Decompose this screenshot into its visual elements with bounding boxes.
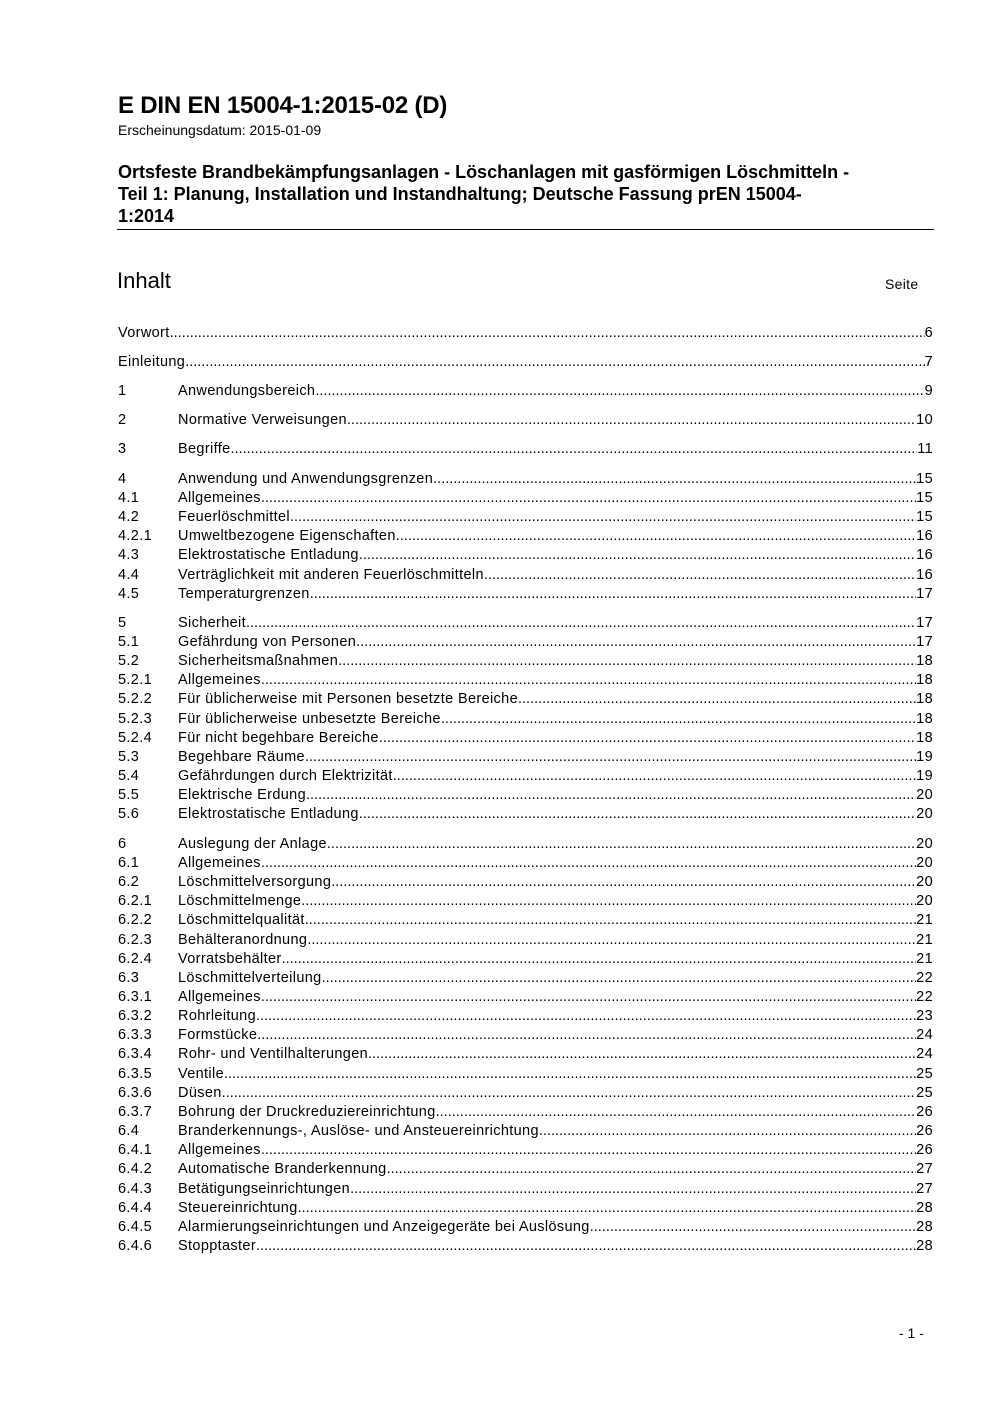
toc-entry-title: Elektrische Erdung xyxy=(178,787,306,803)
toc-entry-number: 2 xyxy=(118,412,127,428)
toc-entry[interactable] xyxy=(118,749,933,768)
toc-entry[interactable] xyxy=(118,893,933,912)
toc-entry-title: Branderkennungs-, Auslöse- und Ansteuereinrichtung xyxy=(178,1123,539,1139)
toc-entry-page: 27 xyxy=(916,1181,933,1197)
toc-entry-number: 6.4.3 xyxy=(118,1181,152,1197)
toc-entry[interactable] xyxy=(118,1142,933,1161)
toc-entry-number: 6.2 xyxy=(118,874,140,890)
toc-entry-page: 20 xyxy=(916,806,933,822)
toc-entry[interactable] xyxy=(118,1046,933,1065)
toc-entry-page: 27 xyxy=(916,1161,933,1177)
toc-entry-title: Anwendung und Anwendungsgrenzen xyxy=(178,471,434,487)
toc-entry-page: 18 xyxy=(916,730,933,746)
toc-entry-title: Für üblicherweise unbesetzte Bereiche xyxy=(178,711,441,727)
toc-entry-title: Löschmittelverteilung xyxy=(178,970,322,986)
toc-entry-number: 5 xyxy=(118,615,127,631)
toc-entry-number: 4.5 xyxy=(118,586,140,602)
toc-entry[interactable] xyxy=(118,970,933,989)
toc-entry-page: 20 xyxy=(916,874,933,890)
toc-entry-title: Löschmittelmenge xyxy=(178,893,302,909)
toc-entry-page: 22 xyxy=(916,989,933,1005)
toc-dot-leader xyxy=(261,490,916,506)
toc-dot-leader xyxy=(433,471,916,487)
toc-dot-leader xyxy=(327,836,916,852)
toc-entry-number: 6.2.4 xyxy=(118,951,152,967)
toc-entry-number: 5.5 xyxy=(118,787,140,803)
toc-entry[interactable] xyxy=(118,615,933,634)
toc-entry-page: 20 xyxy=(916,855,933,871)
toc-entry-title: Rohrleitung xyxy=(178,1008,257,1024)
toc-entry-title: Alarmierungseinrichtungen und Anzeigegeräte bei Auslösung xyxy=(178,1219,590,1235)
toc-entry-number: 4.4 xyxy=(118,567,140,583)
toc-dot-leader xyxy=(322,970,917,986)
toc-entry-page: 21 xyxy=(916,932,933,948)
toc-dot-leader xyxy=(307,932,916,948)
toc-entry-number: 4.3 xyxy=(118,547,140,563)
toc-entry-title: Stopptaster xyxy=(178,1238,257,1254)
toc-entry-title: Normative Verweisungen xyxy=(178,412,347,428)
toc-entry-title: Temperaturgrenzen xyxy=(178,586,310,602)
toc-entry-title: Formstücke xyxy=(178,1027,258,1043)
toc-entry-number: 5.4 xyxy=(118,768,140,784)
toc-entry[interactable] xyxy=(118,1104,933,1123)
toc-entry-title: Gefährdung von Personen xyxy=(178,634,357,650)
toc-entry-title: Anwendungsbereich xyxy=(178,383,316,399)
toc-dot-leader xyxy=(261,855,916,871)
toc-entry[interactable] xyxy=(118,672,933,691)
toc-entry[interactable] xyxy=(118,932,933,951)
toc-heading: Inhalt xyxy=(117,268,171,293)
toc-entry[interactable] xyxy=(118,806,933,825)
toc-entry-page: 19 xyxy=(916,768,933,784)
toc-dot-leader xyxy=(261,1142,916,1158)
toc-entry-title: Rohr- und Ventilhalterungen xyxy=(178,1046,369,1062)
toc-entry-title: Löschmittelversorgung xyxy=(178,874,332,890)
toc-entry-page: 28 xyxy=(916,1200,933,1216)
toc-entry-number: 1 xyxy=(118,383,127,399)
toc-entry-number: 6.4 xyxy=(118,1123,140,1139)
toc-entry-title: Düsen xyxy=(178,1085,222,1101)
toc-entry-number: 6.3.3 xyxy=(118,1027,152,1043)
toc-entry[interactable] xyxy=(118,1027,933,1046)
toc-entry[interactable] xyxy=(118,354,933,373)
toc-entry-number: 5.2 xyxy=(118,653,140,669)
toc-entry[interactable] xyxy=(118,509,933,528)
toc-entry-title: Allgemeines xyxy=(178,1142,261,1158)
toc-entry-number: 5.3 xyxy=(118,749,140,765)
toc-entry[interactable] xyxy=(118,787,933,806)
toc-dot-leader xyxy=(331,874,916,890)
toc-dot-leader xyxy=(518,691,916,707)
page-number: - 1 - xyxy=(899,1325,924,1341)
toc-entry-number: 6.3 xyxy=(118,970,140,986)
toc-entry-number: 5.2.2 xyxy=(118,691,152,707)
toc-entry[interactable] xyxy=(118,441,933,460)
toc-entry[interactable] xyxy=(118,1008,933,1027)
toc-entry-page: 17 xyxy=(916,634,933,650)
toc-entry[interactable] xyxy=(118,586,933,605)
toc-dot-leader xyxy=(539,1123,916,1139)
toc-entry-number: 6.3.1 xyxy=(118,989,152,1005)
toc-dot-leader xyxy=(590,1219,916,1235)
toc-entry[interactable] xyxy=(118,1085,933,1104)
toc-dot-leader xyxy=(256,1008,916,1024)
toc-dot-leader xyxy=(350,1181,916,1197)
toc-entry-page: 11 xyxy=(917,441,933,457)
toc-entry-number: 3 xyxy=(118,441,127,457)
toc-entry-title: Elektrostatische Entladung xyxy=(178,806,359,822)
toc-entry-page: 15 xyxy=(916,490,933,506)
toc-entry-page: 18 xyxy=(916,691,933,707)
toc-entry[interactable] xyxy=(118,528,933,547)
toc-entry[interactable] xyxy=(118,325,933,344)
toc-entry-title: Betätigungseinrichtungen xyxy=(178,1181,351,1197)
toc-entry-title: Vorratsbehälter xyxy=(178,951,282,967)
toc-dot-leader xyxy=(301,893,916,909)
toc-dot-leader xyxy=(222,1085,916,1101)
toc-entry-page: 28 xyxy=(916,1219,933,1235)
toc-dot-leader xyxy=(359,547,916,563)
toc-entry-number: 6.4.6 xyxy=(118,1238,152,1254)
toc-entry-title: Steuereinrichtung xyxy=(178,1200,298,1216)
toc-entry-page: 16 xyxy=(916,528,933,544)
toc-entry-number: 6.3.7 xyxy=(118,1104,152,1120)
toc-entry[interactable] xyxy=(118,730,933,749)
toc-entry-title: Auslegung der Anlage xyxy=(178,836,327,852)
toc-entry-number: 6.3.6 xyxy=(118,1085,152,1101)
toc-entry-page: 26 xyxy=(916,1123,933,1139)
toc-entry-page: 25 xyxy=(916,1085,933,1101)
toc-dot-leader xyxy=(305,912,916,928)
toc-entry[interactable] xyxy=(118,912,933,931)
toc-entry-page: 16 xyxy=(916,547,933,563)
toc-dot-leader xyxy=(436,1104,917,1120)
toc-entry-number: 4.2.1 xyxy=(118,528,152,544)
toc-entry[interactable] xyxy=(118,711,933,730)
toc-dot-leader xyxy=(246,615,916,631)
toc-entry-number: 6.2.2 xyxy=(118,912,152,928)
toc-dot-leader xyxy=(484,567,916,583)
toc-entry-page: 21 xyxy=(916,951,933,967)
toc-entry[interactable] xyxy=(118,567,933,586)
toc-dot-leader xyxy=(393,768,916,784)
title-line: Teil 1: Planung, Installation und Instandhaltung; Deutsche Fassung prEN 15004- xyxy=(118,184,802,204)
toc-entry-number: 4 xyxy=(118,471,127,487)
toc-entry-title: Automatische Branderkennung xyxy=(178,1161,387,1177)
toc-entry-title: Bohrung der Druckreduziereinrichtung xyxy=(178,1104,436,1120)
toc-dot-leader xyxy=(359,806,916,822)
toc-entry-number: 4.2 xyxy=(118,509,140,525)
toc-entry-page: 10 xyxy=(916,412,933,428)
toc-entry-page: 15 xyxy=(916,471,933,487)
toc-entry-page: 15 xyxy=(916,509,933,525)
toc-entry-page: 26 xyxy=(916,1104,933,1120)
toc-entry[interactable] xyxy=(118,634,933,653)
toc-dot-leader xyxy=(315,383,924,399)
toc-entry-number: 6.4.4 xyxy=(118,1200,152,1216)
toc-entry[interactable] xyxy=(118,547,933,566)
toc-entry-number: 6.3.2 xyxy=(118,1008,152,1024)
toc-entry-title: Allgemeines xyxy=(178,989,261,1005)
toc-entry-number: 6.2.3 xyxy=(118,932,152,948)
toc-entry[interactable] xyxy=(118,768,933,787)
toc-entry-page: 20 xyxy=(916,787,933,803)
toc-dot-leader xyxy=(305,749,916,765)
toc-entry[interactable] xyxy=(118,1200,933,1219)
document-code: E DIN EN 15004-1:2015-02 (D) xyxy=(118,92,448,119)
toc-entry-title: Begehbare Räume xyxy=(178,749,305,765)
toc-entry-page: 18 xyxy=(916,653,933,669)
toc-entry-page: 25 xyxy=(916,1066,933,1082)
toc-entry[interactable] xyxy=(118,383,933,402)
toc-dot-leader xyxy=(387,1161,917,1177)
toc-entry-page: 20 xyxy=(916,893,933,909)
toc-dot-leader xyxy=(185,354,924,370)
toc-entry-title: Gefährdungen durch Elektrizität xyxy=(178,768,393,784)
toc-entry-page: 23 xyxy=(916,1008,933,1024)
toc-dot-leader xyxy=(298,1200,917,1216)
toc-dot-leader xyxy=(310,586,916,602)
toc-entry-title: Feuerlöschmittel xyxy=(178,509,290,525)
toc-entry-page: 9 xyxy=(924,383,933,399)
title-line: Ortsfeste Brandbekämpfungsanlagen - Löschanlagen mit gasförmigen Löschmitteln - xyxy=(118,162,850,182)
toc-entry-number: 5.1 xyxy=(118,634,140,650)
toc-entry-title: Begriffe xyxy=(178,441,231,457)
toc-entry-page: 24 xyxy=(916,1046,933,1062)
toc-entry-page: 18 xyxy=(916,711,933,727)
toc-entry-page: 17 xyxy=(916,615,933,631)
toc-entry-number: 6.4.5 xyxy=(118,1219,152,1235)
toc-entry-title: Verträglichkeit mit anderen Feuerlöschmitteln xyxy=(178,567,484,583)
title-divider xyxy=(117,229,934,230)
toc-entry-page: 6 xyxy=(924,325,933,341)
toc-entry[interactable] xyxy=(118,490,933,509)
toc-entry-title: Behälteranordnung xyxy=(178,932,308,948)
toc-entry-page: 18 xyxy=(916,672,933,688)
toc-entry[interactable] xyxy=(118,1219,933,1238)
toc-entry-number: 5.2.1 xyxy=(118,672,152,688)
toc-entry-number: 5.2.3 xyxy=(118,711,152,727)
toc-dot-leader xyxy=(261,672,916,688)
toc-dot-leader xyxy=(338,653,916,669)
toc-entry-page: 7 xyxy=(924,354,933,370)
toc-entry[interactable] xyxy=(118,412,933,431)
publication-date: Erscheinungsdatum: 2015-01-09 xyxy=(118,122,322,138)
toc-entry[interactable] xyxy=(118,1066,933,1085)
document-title xyxy=(118,161,938,227)
toc-entry-number: 6.3.5 xyxy=(118,1066,152,1082)
toc-entry-number: 6 xyxy=(118,836,127,852)
toc-entry[interactable] xyxy=(118,1123,933,1142)
toc-entry-title: Elektrostatische Entladung xyxy=(178,547,359,563)
toc-entry-number: 6.4.1 xyxy=(118,1142,152,1158)
toc-entry[interactable] xyxy=(118,989,933,1008)
toc-entry-number: 6.2.1 xyxy=(118,893,152,909)
toc-entry-page: 19 xyxy=(916,749,933,765)
toc-dot-leader xyxy=(368,1046,916,1062)
toc-entry-page: 20 xyxy=(916,836,933,852)
toc-entry-title: Sicherheit xyxy=(178,615,246,631)
toc-entry[interactable] xyxy=(118,836,933,855)
toc-entry-title: Vorwort xyxy=(118,325,170,341)
toc-entry-title: Sicherheitsmaßnahmen xyxy=(178,653,339,669)
toc-dot-leader xyxy=(396,528,916,544)
toc-entry-title: Für nicht begehbare Bereiche xyxy=(178,730,379,746)
toc-entry-title: Ventile xyxy=(178,1066,224,1082)
toc-entry-title: Allgemeines xyxy=(178,672,261,688)
toc-entry-page: 17 xyxy=(916,586,933,602)
toc-entry[interactable] xyxy=(118,1161,933,1180)
toc-dot-leader xyxy=(290,509,916,525)
toc-dot-leader xyxy=(256,1238,916,1254)
toc-entry-page: 22 xyxy=(916,970,933,986)
page-column-label: Seite xyxy=(885,276,919,292)
toc-entry-number: 6.1 xyxy=(118,855,140,871)
toc-dot-leader xyxy=(224,1066,916,1082)
toc-entry-page: 21 xyxy=(916,912,933,928)
toc-entry-page: 28 xyxy=(916,1238,933,1254)
toc-dot-leader xyxy=(257,1027,916,1043)
toc-entry[interactable] xyxy=(118,1238,933,1257)
toc-entry[interactable] xyxy=(118,874,933,893)
toc-entry[interactable] xyxy=(118,653,933,672)
toc-entry-title: Allgemeines xyxy=(178,490,261,506)
toc-dot-leader xyxy=(379,730,916,746)
toc-entry[interactable] xyxy=(118,471,933,490)
toc-entry-number: 6.3.4 xyxy=(118,1046,152,1062)
toc-dot-leader xyxy=(356,634,916,650)
toc-entry-title: Löschmittelqualität xyxy=(178,912,305,928)
toc-entry-title: Einleitung xyxy=(118,354,186,370)
toc-dot-leader xyxy=(231,441,918,457)
toc-entry[interactable] xyxy=(118,691,933,710)
title-line: 1:2014 xyxy=(118,206,175,226)
toc-entry-number: 6.4.2 xyxy=(118,1161,152,1177)
toc-dot-leader xyxy=(306,787,916,803)
toc-dot-leader xyxy=(282,951,917,967)
toc-dot-leader xyxy=(170,325,925,341)
toc-entry[interactable] xyxy=(118,951,933,970)
toc-entry-number: 4.1 xyxy=(118,490,140,506)
toc-dot-leader xyxy=(347,412,916,428)
toc-entry[interactable] xyxy=(118,1181,933,1200)
toc-entry-title: Für üblicherweise mit Personen besetzte Bereiche xyxy=(178,691,518,707)
toc-entry-page: 16 xyxy=(916,567,933,583)
toc-entry-page: 24 xyxy=(916,1027,933,1043)
toc-entry[interactable] xyxy=(118,855,933,874)
toc-entry-number: 5.2.4 xyxy=(118,730,152,746)
toc-dot-leader xyxy=(441,711,916,727)
toc-entry-title: Umweltbezogene Eigenschaften xyxy=(178,528,396,544)
toc-entry-title: Allgemeines xyxy=(178,855,261,871)
toc-entry-number: 5.6 xyxy=(118,806,140,822)
toc-dot-leader xyxy=(261,989,916,1005)
toc-entry-page: 26 xyxy=(916,1142,933,1158)
